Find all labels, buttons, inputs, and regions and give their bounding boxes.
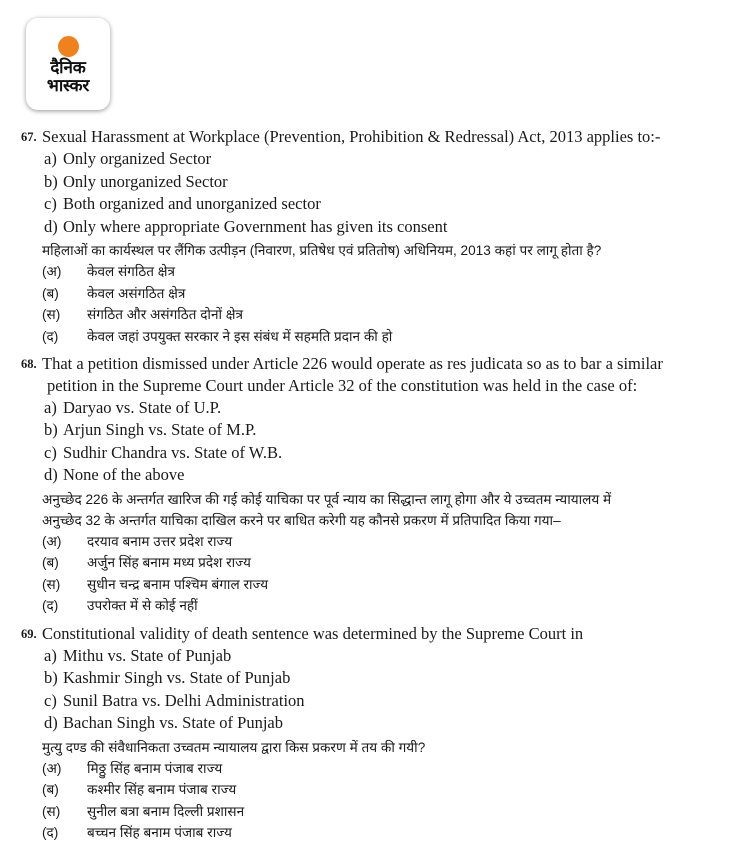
option-label: (ब) bbox=[42, 555, 59, 570]
option-text: कश्मीर सिंह बनाम पंजाब राज्य bbox=[87, 782, 237, 797]
masthead-logo bbox=[26, 18, 110, 110]
question-number: 69. bbox=[21, 626, 37, 641]
brand-name-line1: दैनिक bbox=[50, 58, 86, 79]
option-text: Bachan Singh vs. State of Punjab bbox=[63, 713, 283, 732]
option-english[interactable] bbox=[0, 645, 730, 668]
option-english[interactable] bbox=[0, 690, 730, 713]
option-text: केवल जहां उपयुक्त सरकार ने इस संबंध में सहमति प्रदान की हो bbox=[87, 328, 393, 344]
question-stem-row bbox=[0, 126, 730, 148]
question-stem-english: Sexual Harassment at Workplace (Prevention, Prohibition & Redressal) Act, 2013 applies to:- bbox=[42, 127, 661, 146]
option-text: Arjun Singh vs. State of M.P. bbox=[63, 420, 257, 439]
option-english[interactable] bbox=[0, 397, 730, 420]
question-stem-hindi: अनुच्छेद 226 के अन्तर्गत खारिज की गई कोई याचिका पर पूर्व न्याय का सिद्धान्त लागू होगा और ये उच्वतम न्यायालय में bbox=[42, 491, 612, 507]
option-label: (ब) bbox=[42, 285, 59, 301]
option-text: Kashmir Singh vs. State of Punjab bbox=[63, 668, 291, 687]
option-hindi[interactable] bbox=[0, 304, 730, 326]
option-text: Sunil Batra vs. Delhi Administration bbox=[63, 690, 305, 710]
option-label: b) bbox=[44, 171, 58, 191]
option-text: Only unorganized Sector bbox=[63, 171, 228, 191]
option-hindi[interactable] bbox=[0, 822, 730, 844]
question-block bbox=[0, 126, 730, 347]
option-label: a) bbox=[44, 149, 57, 168]
option-text: अर्जुन सिंह बनाम मध्य प्रदेश राज्य bbox=[87, 555, 251, 570]
option-hindi[interactable] bbox=[0, 595, 730, 617]
option-text: सुधीन चन्द्र बनाम पश्चिम बंगाल राज्य bbox=[87, 576, 269, 592]
question-stem-english-continued: petition in the Supreme Court under Article 32 of the constitution was held in the case of: bbox=[47, 376, 638, 395]
option-english[interactable] bbox=[0, 712, 730, 735]
option-text: केवल संगठित क्षेत्र bbox=[87, 264, 176, 279]
brand-name-line2: भास्कर bbox=[46, 76, 90, 96]
option-label: c) bbox=[44, 194, 57, 213]
option-hindi[interactable] bbox=[0, 801, 730, 823]
option-text: सुनील बत्रा बनाम दिल्ली प्रशासन bbox=[87, 803, 245, 819]
option-hindi[interactable] bbox=[0, 326, 730, 348]
option-text: Mithu vs. State of Punjab bbox=[63, 645, 232, 665]
question-block bbox=[0, 353, 730, 617]
question-stem-row bbox=[0, 353, 730, 375]
option-text: उपरोक्त में से कोई नहीं bbox=[87, 598, 198, 613]
option-label: (स) bbox=[42, 307, 61, 322]
option-english[interactable] bbox=[0, 148, 730, 171]
question-sheet bbox=[0, 126, 730, 846]
option-hindi[interactable] bbox=[0, 261, 730, 283]
option-label: (स) bbox=[42, 803, 61, 819]
option-text: Sudhir Chandra vs. State of W.B. bbox=[63, 442, 283, 462]
option-text: बच्चन सिंह बनाम पंजाब राज्य bbox=[87, 825, 232, 840]
option-english[interactable] bbox=[0, 464, 730, 487]
option-label: b) bbox=[44, 668, 58, 687]
option-english[interactable] bbox=[0, 442, 730, 465]
option-hindi[interactable] bbox=[0, 758, 730, 780]
option-hindi[interactable] bbox=[0, 531, 730, 553]
option-label: (द) bbox=[42, 598, 59, 613]
option-label: (अ) bbox=[42, 264, 62, 279]
option-text: Only where appropriate Government has given its consent bbox=[63, 216, 448, 236]
option-label: d) bbox=[44, 216, 58, 236]
option-label: (द) bbox=[42, 328, 59, 344]
option-hindi[interactable] bbox=[0, 552, 730, 574]
option-label: (अ) bbox=[42, 760, 62, 776]
question-stem-hindi: मुत्यु दण्ड की संवैधानिकता उच्वतम न्यायालय द्वारा किस प्रकरण में तय की गयी? bbox=[42, 739, 426, 755]
question-number: 68. bbox=[21, 357, 37, 371]
option-text: Only organized Sector bbox=[63, 149, 212, 168]
option-label: d) bbox=[44, 713, 58, 732]
option-hindi[interactable] bbox=[0, 283, 730, 305]
option-label: (अ) bbox=[42, 533, 62, 549]
option-label: (ब) bbox=[42, 782, 59, 797]
option-label: a) bbox=[44, 645, 57, 665]
option-text: दरयाव बनाम उत्तर प्रदेश राज्य bbox=[87, 533, 233, 549]
option-label: a) bbox=[44, 397, 57, 417]
logo-card bbox=[26, 18, 110, 110]
question-number: 67. bbox=[21, 130, 37, 144]
option-text: मिठ्ठु सिंह बनाम पंजाब राज्य bbox=[87, 760, 223, 776]
option-label: c) bbox=[44, 690, 57, 710]
question-stem-hindi-continued: अनुच्छेद 32 के अन्तर्गत याचिका दाखिल करने पर बाधित करेगी यह कौनसे प्रकरण में प्रतिपादित किया गया– bbox=[42, 512, 561, 528]
option-text: Both organized and unorganized sector bbox=[63, 194, 321, 213]
option-english[interactable] bbox=[0, 667, 730, 690]
question-stem-english: Constitutional validity of death sentence was determined by the Supreme Court in bbox=[42, 623, 584, 643]
option-text: Daryao vs. State of U.P. bbox=[63, 397, 222, 417]
option-text: संगठित और असंगठित दोनों क्षेत्र bbox=[87, 307, 244, 322]
option-english[interactable] bbox=[0, 193, 730, 216]
question-stem-row bbox=[0, 623, 730, 645]
option-hindi[interactable] bbox=[0, 779, 730, 801]
option-label: b) bbox=[44, 420, 58, 439]
option-english[interactable] bbox=[0, 419, 730, 442]
question-stem-hindi: महिलाओं का कार्यस्थल पर लैंगिक उत्पीड़न (निवारण, प्रतिषेध एवं प्रतितोष) अधिनियम, 2013 कहां पर लागू होता है? bbox=[42, 243, 602, 258]
orange-sun-icon bbox=[58, 36, 79, 57]
option-english[interactable] bbox=[0, 216, 730, 239]
option-text: केवल असंगठित क्षेत्र bbox=[87, 285, 186, 301]
question-block bbox=[0, 623, 730, 844]
option-label: (स) bbox=[42, 576, 61, 592]
option-english[interactable] bbox=[0, 171, 730, 194]
option-text: None of the above bbox=[63, 465, 185, 484]
option-label: d) bbox=[44, 465, 58, 484]
option-label: (द) bbox=[42, 825, 59, 840]
option-hindi[interactable] bbox=[0, 574, 730, 596]
question-stem-english: That a petition dismissed under Article 226 would operate as res judicata so as to bar a similar bbox=[42, 354, 663, 373]
option-label: c) bbox=[44, 442, 57, 462]
